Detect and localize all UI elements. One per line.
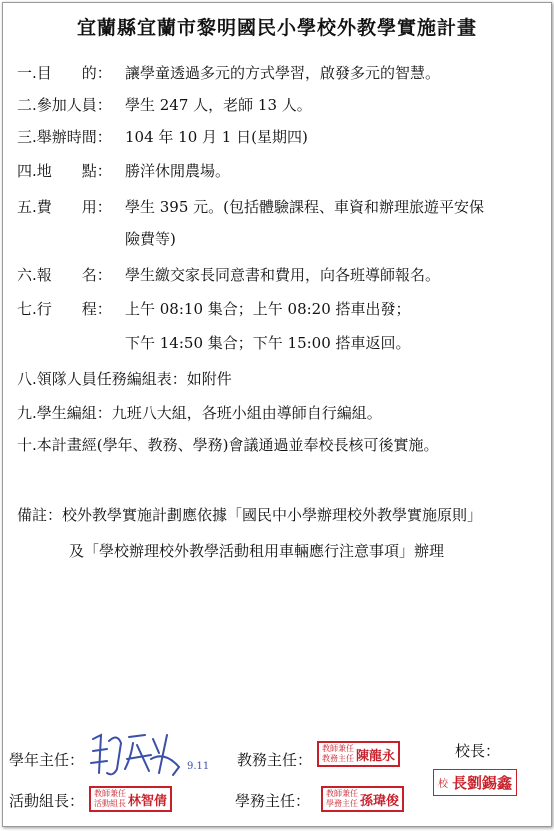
item-content: 上午 08:10 集合；上午 08:20 搭車出發； — [125, 300, 411, 318]
handwritten-signature — [87, 729, 187, 781]
signature-date: 9.11 — [187, 761, 210, 772]
item-itinerary — [17, 299, 411, 319]
item-content: 領隊人員任務編組表：如附件 — [36, 370, 232, 388]
item-content: 學生 395 元。(包括體驗課程、車資和辦理旅遊平安保 — [125, 198, 485, 216]
stamp-title: 學務主任 — [326, 799, 358, 808]
item-label: 三.舉辦時間： — [17, 128, 112, 146]
stamp-title: 教師兼任 — [326, 789, 358, 798]
academic-director-stamp — [317, 741, 400, 767]
item-purpose — [17, 63, 440, 83]
item-label: 十. — [17, 436, 37, 454]
stamp-title: 教務主任 — [322, 754, 354, 763]
stamp-title: 教師兼任 — [322, 744, 354, 753]
item-label: 九. — [17, 404, 37, 422]
document-title: 宜蘭縣宜蘭市黎明國民小學校外教學實施計畫 — [76, 17, 477, 39]
item-fee-continuation: 險費等) — [125, 230, 176, 248]
stamp-name: 長劉錫鑫 — [452, 774, 513, 792]
stamp-title: 活動組長 — [94, 799, 126, 808]
activity-leader-label: 活動組長： — [9, 792, 85, 810]
item-content: 學生繳交家長同意書和費用，向各班導師報名。 — [125, 266, 441, 284]
item-label: 六.報 名： — [17, 266, 112, 284]
academic-director-label: 教務主任： — [237, 751, 313, 769]
item-registration — [17, 265, 440, 285]
document-page — [2, 2, 552, 827]
item-label: 八. — [17, 370, 37, 388]
item-date — [17, 127, 308, 147]
stamp-name: 陳龍永 — [356, 748, 396, 764]
item-label: 一.目 的： — [17, 64, 112, 82]
item-label: 七.行 程： — [17, 300, 112, 318]
note-line-1: 備註：校外教學實施計劃應依據「國民中小學辦理校外教學實施原則」 — [17, 506, 483, 524]
item-itinerary-continuation: 下午 14:50 集合；下午 15:00 搭車返回。 — [125, 334, 411, 352]
item-content: 勝洋休閒農場。 — [125, 162, 231, 180]
stamp-title: 教師兼任 — [94, 789, 126, 798]
item-content: 學生 247 人，老師 13 人。 — [125, 96, 312, 114]
item-label: 五.費 用： — [17, 198, 112, 216]
item-content: 104 年 10 月 1 日(星期四) — [125, 128, 308, 146]
principal-stamp — [433, 769, 517, 796]
item-approval — [17, 435, 439, 455]
student-affairs-director-stamp — [321, 786, 404, 812]
note-line-2: 及「學校辦理校外教學活動租用車輛應行注意事項」辦理 — [69, 542, 445, 560]
activity-leader-stamp — [89, 786, 172, 812]
stamp-name: 林智倩 — [128, 793, 168, 809]
item-grouping — [17, 403, 382, 423]
principal-label: 校長： — [455, 742, 501, 760]
item-team — [17, 369, 232, 389]
item-content: 學生編組：九班八大組，各班小組由導師自行編組。 — [36, 404, 382, 422]
stamp-name: 孫瑋俊 — [360, 793, 400, 809]
item-participants — [17, 95, 312, 115]
item-location — [17, 161, 230, 181]
grade-director-label: 學年主任： — [9, 751, 85, 769]
student-affairs-director-label: 學務主任： — [235, 792, 311, 810]
item-label: 二.參加人員： — [17, 96, 112, 114]
item-label: 四.地 點： — [17, 162, 112, 180]
stamp-prefix: 校 — [438, 779, 448, 790]
item-fee — [17, 197, 484, 217]
item-content: 讓學童透過多元的方式學習，啟發多元的智慧。 — [125, 64, 441, 82]
item-content: 本計畫經(學年、教務、學務)會議通過並奉校長核可後實施。 — [36, 436, 439, 454]
